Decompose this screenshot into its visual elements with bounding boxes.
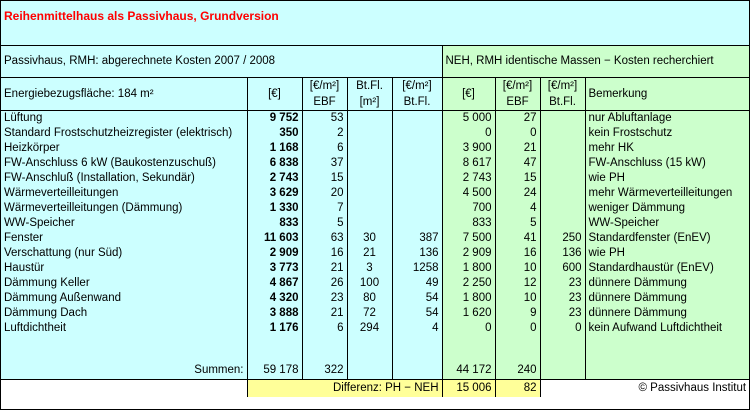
row-btfl (347, 156, 392, 171)
table-row (1, 276, 749, 291)
sums-neh-ebf: 240 (495, 361, 540, 380)
header-ph-cost: [€] (247, 78, 302, 111)
cost-rows (1, 111, 749, 337)
row-label: Fenster (1, 231, 247, 246)
header-ph-per-ebf: [€/m²] (302, 78, 347, 95)
row-btfl (347, 126, 392, 141)
row-ph-cost: 1 176 (247, 321, 302, 336)
row-neh-per-ebf: 27 (495, 111, 540, 127)
row-ph-per-ebf: 5 (302, 216, 347, 231)
row-neh-per-btfl (540, 111, 585, 127)
copyright: © Passivhaus Institut (540, 380, 749, 398)
row-neh-per-ebf: 4 (495, 201, 540, 216)
row-ph-per-btfl (392, 201, 442, 216)
row-neh-per-ebf: 21 (495, 141, 540, 156)
row-remark: FW-Anschluss (15 kW) (585, 156, 749, 171)
header-ph-per-btfl-unit: Bt.Fl. (392, 94, 442, 111)
row-neh-cost: 2 743 (442, 171, 495, 186)
row-ph-per-ebf: 23 (302, 291, 347, 306)
row-ph-per-btfl: 49 (392, 276, 442, 291)
row-ph-per-btfl (392, 111, 442, 127)
row-neh-per-ebf: 15 (495, 171, 540, 186)
row-remark: mehr HK (585, 141, 749, 156)
row-btfl (347, 201, 392, 216)
row-neh-per-ebf: 12 (495, 276, 540, 291)
row-ph-cost: 1 330 (247, 201, 302, 216)
row-label: FW-Anschluß (Installation, Sekundär) (1, 171, 247, 186)
row-remark: kein Frostschutz (585, 126, 749, 141)
row-ph-cost: 9 752 (247, 111, 302, 127)
row-ph-per-ebf: 21 (302, 261, 347, 276)
row-btfl: 21 (347, 246, 392, 261)
table-row (1, 186, 749, 201)
row-neh-per-btfl (540, 216, 585, 231)
difference-label: Differenz: PH − NEH (247, 380, 442, 398)
sums-ph-ebf: 322 (302, 361, 347, 380)
row-neh-per-ebf: 41 (495, 231, 540, 246)
row-btfl: 100 (347, 276, 392, 291)
row-btfl (347, 186, 392, 201)
row-neh-per-btfl: 23 (540, 306, 585, 321)
header-neh-per-btfl: [€/m²] (540, 78, 585, 95)
header-neh-per-ebf: [€/m²] (495, 78, 540, 95)
table-row (1, 261, 749, 276)
row-ph-cost: 833 (247, 216, 302, 231)
row-neh-per-ebf: 5 (495, 216, 540, 231)
row-neh-per-btfl (540, 171, 585, 186)
row-neh-cost: 2 909 (442, 246, 495, 261)
row-ph-per-ebf: 2 (302, 126, 347, 141)
row-ph-per-ebf: 15 (302, 171, 347, 186)
row-label: Heizkörper (1, 141, 247, 156)
row-ph-per-ebf: 63 (302, 231, 347, 246)
row-ph-cost: 1 168 (247, 141, 302, 156)
row-neh-per-ebf: 9 (495, 306, 540, 321)
row-remark: Standardhaustür (EnEV) (585, 261, 749, 276)
row-ph-cost: 4 867 (247, 276, 302, 291)
row-remark: dünnere Dämmung (585, 306, 749, 321)
section-neh: NEH, RMH identische Massen − Kosten recherchiert (442, 46, 749, 78)
row-btfl: 3 (347, 261, 392, 276)
table-row (1, 216, 749, 231)
header-btfl: Bt.Fl. (347, 78, 392, 95)
table-row (1, 201, 749, 216)
row-label: Luftdichtheit (1, 321, 247, 336)
sums-neh-cost: 44 172 (442, 361, 495, 380)
row-ph-per-btfl (392, 156, 442, 171)
row-label: Verschattung (nur Süd) (1, 246, 247, 261)
row-ph-cost: 2 909 (247, 246, 302, 261)
row-remark: dünnere Dämmung (585, 291, 749, 306)
row-ph-cost: 4 320 (247, 291, 302, 306)
row-btfl (347, 141, 392, 156)
row-ph-per-btfl (392, 186, 442, 201)
table-row (1, 246, 749, 261)
header-btfl-unit: [m²] (347, 94, 392, 111)
row-remark: nur Abluftanlage (585, 111, 749, 127)
row-label: FW-Anschluss 6 kW (Baukostenzuschuß) (1, 156, 247, 171)
row-btfl (347, 171, 392, 186)
row-neh-per-btfl: 600 (540, 261, 585, 276)
row-ph-per-ebf: 6 (302, 141, 347, 156)
difference-cost: 15 006 (442, 380, 495, 398)
row-ph-per-btfl: 54 (392, 306, 442, 321)
row-ph-per-btfl (392, 126, 442, 141)
row-ph-per-btfl: 387 (392, 231, 442, 246)
row-ph-cost: 3 629 (247, 186, 302, 201)
row-remark: dünnere Dämmung (585, 276, 749, 291)
row-ph-per-btfl: 54 (392, 291, 442, 306)
area-label: Energiebezugsfläche: 184 m² (1, 78, 247, 111)
row-ph-per-btfl: 4 (392, 321, 442, 336)
row-neh-per-btfl (540, 156, 585, 171)
row-neh-per-ebf: 0 (495, 321, 540, 336)
header-neh-cost: [€] (442, 78, 495, 111)
row-label: Dämmung Dach (1, 306, 247, 321)
row-ph-cost: 6 838 (247, 156, 302, 171)
row-neh-per-btfl (540, 141, 585, 156)
row-ph-per-ebf: 7 (302, 201, 347, 216)
header-remark: Bemerkung (585, 78, 749, 111)
row-neh-per-ebf: 10 (495, 291, 540, 306)
row-ph-per-btfl (392, 141, 442, 156)
row-neh-cost: 7 500 (442, 231, 495, 246)
row-ph-per-ebf: 16 (302, 246, 347, 261)
row-neh-cost: 1 800 (442, 261, 495, 276)
row-remark: kein Aufwand Luftdichtheit (585, 321, 749, 336)
row-ph-cost: 3 773 (247, 261, 302, 276)
row-neh-per-btfl: 136 (540, 246, 585, 261)
row-btfl (347, 216, 392, 231)
row-ph-per-ebf: 37 (302, 156, 347, 171)
row-btfl: 30 (347, 231, 392, 246)
row-neh-per-ebf: 0 (495, 126, 540, 141)
row-neh-per-ebf: 10 (495, 261, 540, 276)
sums-ph-cost: 59 178 (247, 361, 302, 380)
table-row (1, 171, 749, 186)
row-label: Wärmeverteilleitungen (1, 186, 247, 201)
row-btfl: 80 (347, 291, 392, 306)
row-neh-cost: 0 (442, 126, 495, 141)
row-neh-cost: 3 900 (442, 141, 495, 156)
row-label: Standard Frostschutzheizregister (elektrisch) (1, 126, 247, 141)
row-neh-per-btfl: 23 (540, 276, 585, 291)
table-row (1, 126, 749, 141)
row-ph-per-ebf: 6 (302, 321, 347, 336)
section-passivhaus: Passivhaus, RMH: abgerechnete Kosten 2007 / 2008 (1, 46, 442, 78)
row-label: Dämmung Keller (1, 276, 247, 291)
row-neh-per-ebf: 24 (495, 186, 540, 201)
row-remark: Standardfenster (EnEV) (585, 231, 749, 246)
row-label: Lüftung (1, 111, 247, 127)
table-row (1, 291, 749, 306)
row-label: Haustür (1, 261, 247, 276)
sheet-title: Reihenmittelhaus als Passivhaus, Grundversion (1, 1, 749, 46)
row-neh-cost: 5 000 (442, 111, 495, 127)
row-remark: wie PH (585, 246, 749, 261)
row-neh-per-btfl: 0 (540, 321, 585, 336)
difference-ebf: 82 (495, 380, 540, 398)
row-neh-per-btfl: 250 (540, 231, 585, 246)
table-row (1, 306, 749, 321)
row-remark: weniger Dämmung (585, 201, 749, 216)
row-neh-per-btfl (540, 126, 585, 141)
row-neh-per-ebf: 47 (495, 156, 540, 171)
row-neh-cost: 8 617 (442, 156, 495, 171)
row-neh-cost: 0 (442, 321, 495, 336)
row-neh-cost: 833 (442, 216, 495, 231)
row-neh-cost: 700 (442, 201, 495, 216)
row-neh-per-btfl (540, 186, 585, 201)
header-neh-per-btfl-unit: Bt.Fl. (540, 94, 585, 111)
row-label: Wärmeverteilleitungen (Dämmung) (1, 201, 247, 216)
row-neh-cost: 1 800 (442, 291, 495, 306)
table-row (1, 231, 749, 246)
row-neh-per-btfl (540, 201, 585, 216)
row-neh-per-ebf: 16 (495, 246, 540, 261)
row-ph-per-btfl: 136 (392, 246, 442, 261)
row-neh-cost: 2 250 (442, 276, 495, 291)
row-ph-cost: 3 888 (247, 306, 302, 321)
table-row (1, 321, 749, 336)
row-neh-cost: 1 620 (442, 306, 495, 321)
row-ph-per-btfl: 1258 (392, 261, 442, 276)
header-ph-per-ebf-unit: EBF (302, 94, 347, 111)
table-row (1, 111, 749, 127)
cost-table (1, 1, 749, 397)
row-remark: mehr Wärmeverteilleitungen (585, 186, 749, 201)
row-ph-per-ebf: 53 (302, 111, 347, 127)
row-remark: wie PH (585, 171, 749, 186)
row-btfl (347, 111, 392, 127)
row-ph-per-ebf: 20 (302, 186, 347, 201)
header-neh-per-ebf-unit: EBF (495, 94, 540, 111)
row-ph-per-btfl (392, 216, 442, 231)
row-btfl: 72 (347, 306, 392, 321)
row-ph-per-ebf: 26 (302, 276, 347, 291)
row-remark: WW-Speicher (585, 216, 749, 231)
row-ph-per-btfl (392, 171, 442, 186)
table-row (1, 141, 749, 156)
row-ph-per-ebf: 21 (302, 306, 347, 321)
row-ph-cost: 11 603 (247, 231, 302, 246)
row-neh-cost: 4 500 (442, 186, 495, 201)
row-label: Dämmung Außenwand (1, 291, 247, 306)
row-btfl: 294 (347, 321, 392, 336)
sums-label: Summen: (1, 361, 247, 380)
row-ph-cost: 2 743 (247, 171, 302, 186)
row-ph-cost: 350 (247, 126, 302, 141)
header-ph-per-btfl: [€/m²] (392, 78, 442, 95)
row-label: WW-Speicher (1, 216, 247, 231)
table-row (1, 156, 749, 171)
row-neh-per-btfl: 23 (540, 291, 585, 306)
